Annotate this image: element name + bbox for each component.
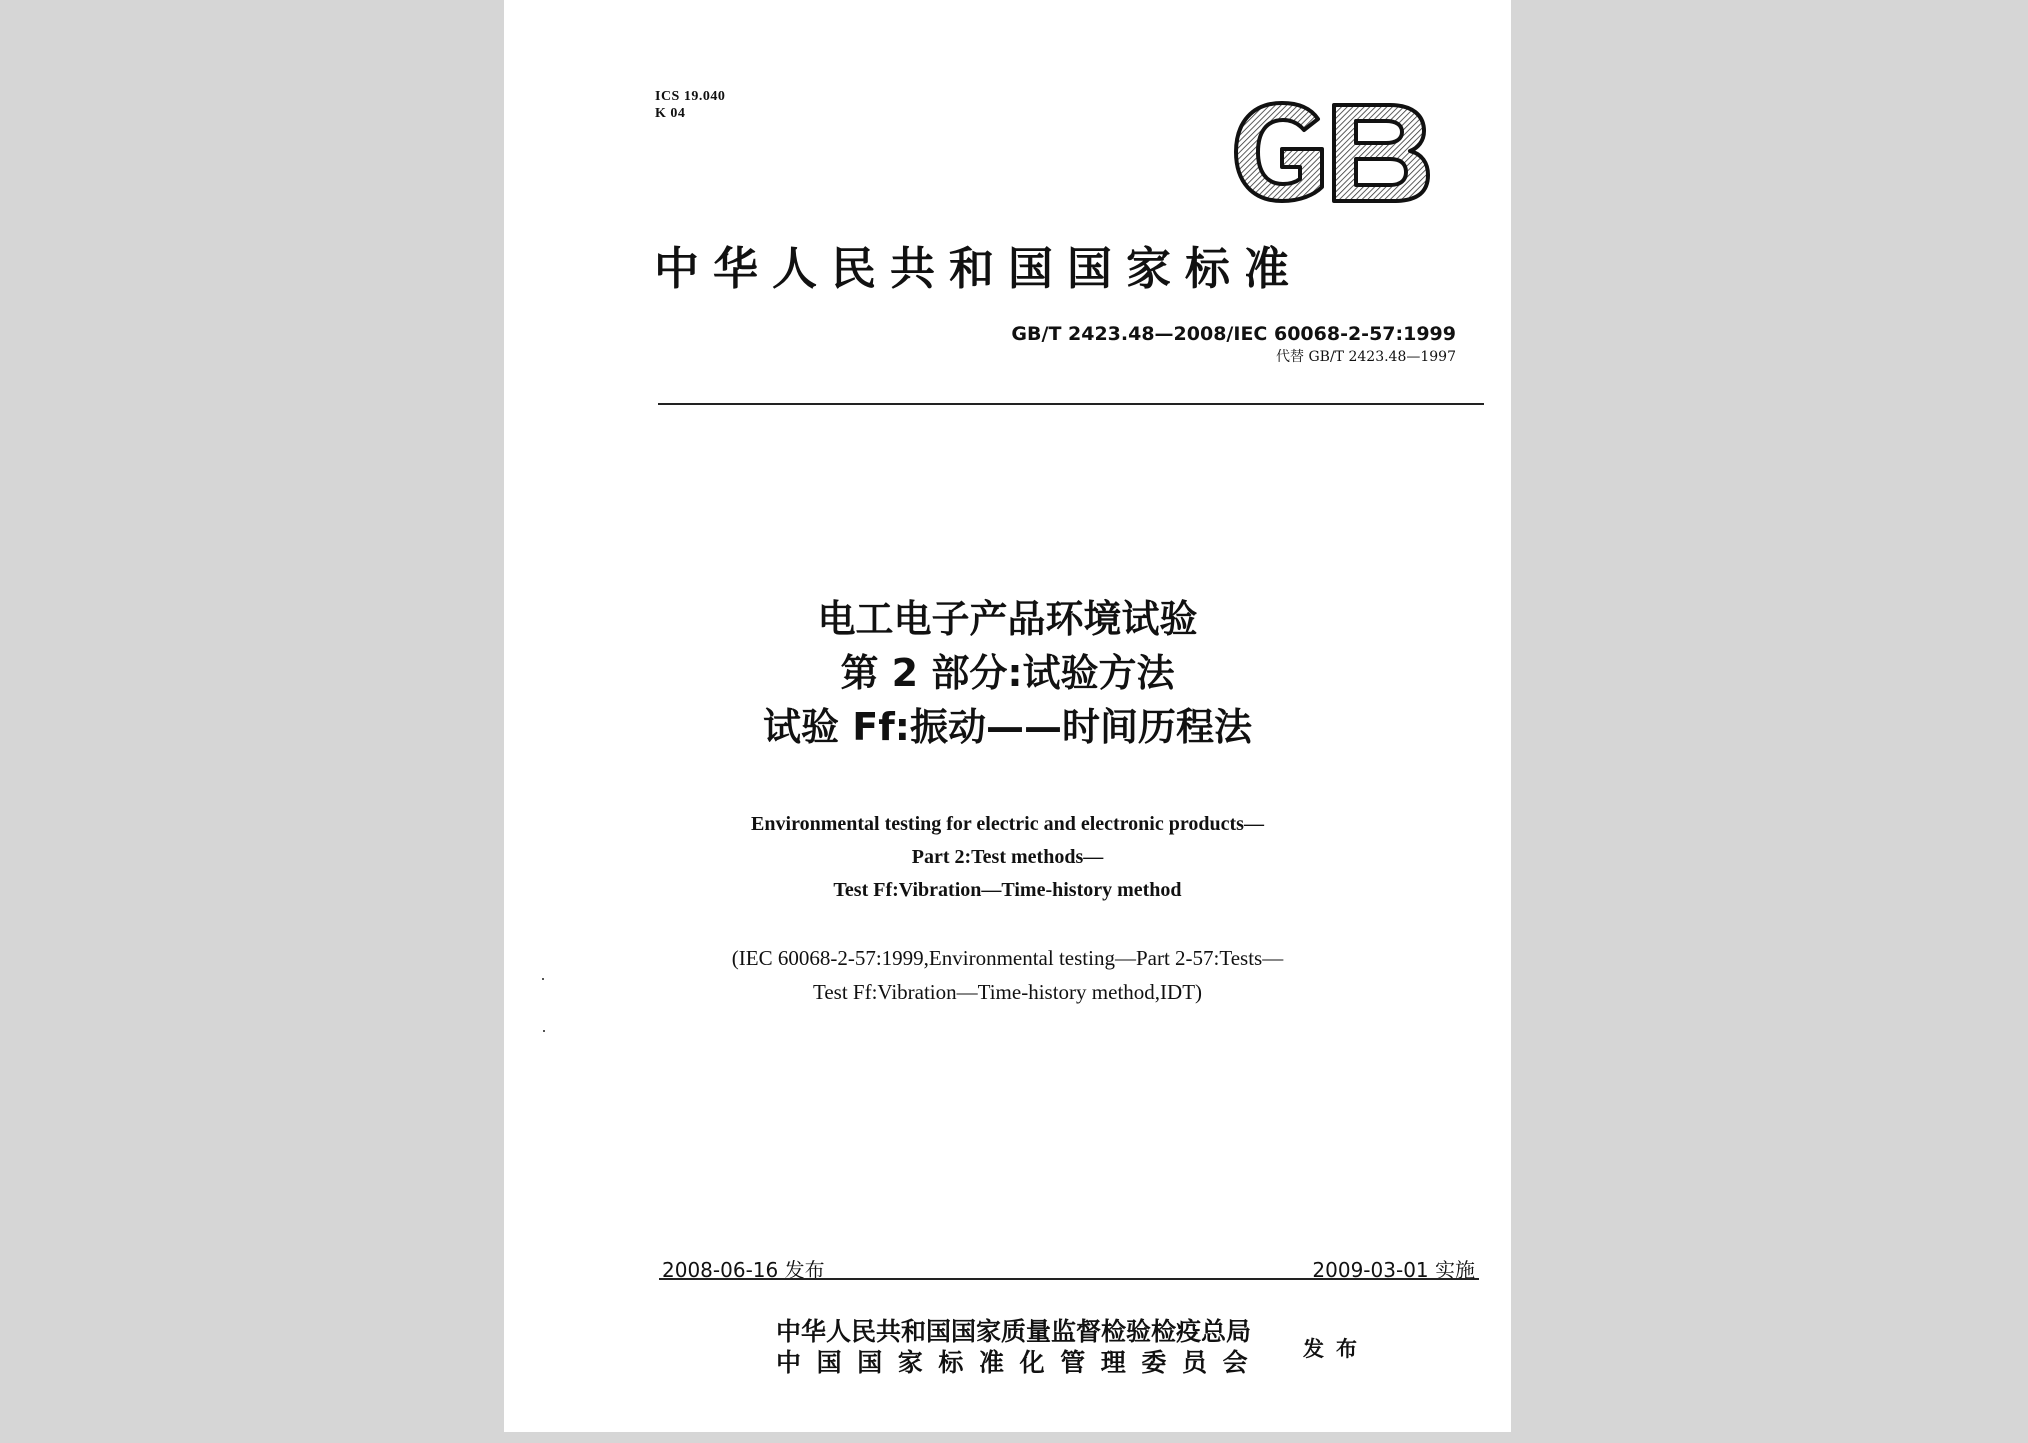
issuer-aqsiq: 中华人民共和国国家质量监督检验检疫总局 — [776, 1317, 1252, 1346]
iec-reference — [504, 941, 1511, 1009]
publish-label: 发布 — [1303, 1337, 1369, 1361]
standard-number: GB/T 2423.48—2008/IEC 60068-2-57:1999 — [1011, 323, 1456, 345]
header-divider — [658, 403, 1484, 405]
national-standard-title: 中华人民共和国国家标准 — [654, 242, 1304, 295]
english-title-line-3: Test Ff:Vibration—Time-history method — [833, 879, 1182, 901]
issuer-sac: 中国国家标准化管理委员会 — [776, 1348, 1264, 1377]
english-title — [504, 808, 1511, 907]
replaced-standard-number: 代替 GB/T 2423.48—1997 — [1276, 349, 1456, 365]
implementation-date: 2009-03-01 实施 — [1312, 1258, 1475, 1282]
chinese-title-line-1: 电工电子产品环境试验 — [817, 597, 1198, 641]
issue-date: 2008-06-16 发布 — [662, 1258, 825, 1282]
iec-reference-line-2: Test Ff:Vibration—Time-history method,IDT) — [812, 980, 1203, 1004]
ics-code: ICS 19.040 — [655, 89, 726, 104]
english-title-line-2: Part 2:Test methods— — [911, 846, 1104, 868]
ccs-code: K 04 — [655, 106, 686, 121]
document-page — [504, 0, 1511, 1432]
scan-speck — [543, 1030, 545, 1032]
english-title-line-1: Environmental testing for electric and electronic products— — [751, 813, 1264, 835]
gb-emblem-logo — [1230, 99, 1432, 205]
iec-reference-line-1: (IEC 60068-2-57:1999,Environmental testing—Part 2-57:Tests— — [731, 946, 1284, 970]
chinese-title — [504, 592, 1511, 754]
chinese-title-line-2: 第 2 部分:试验方法 — [840, 651, 1175, 695]
footer-divider — [659, 1278, 1479, 1280]
chinese-title-line-3: 试验 Ff:振动——时间历程法 — [763, 705, 1252, 749]
ics-classification — [655, 88, 725, 122]
standard-number-block — [1011, 323, 1456, 366]
issuing-authorities — [776, 1316, 1263, 1378]
scan-speck — [542, 978, 544, 980]
